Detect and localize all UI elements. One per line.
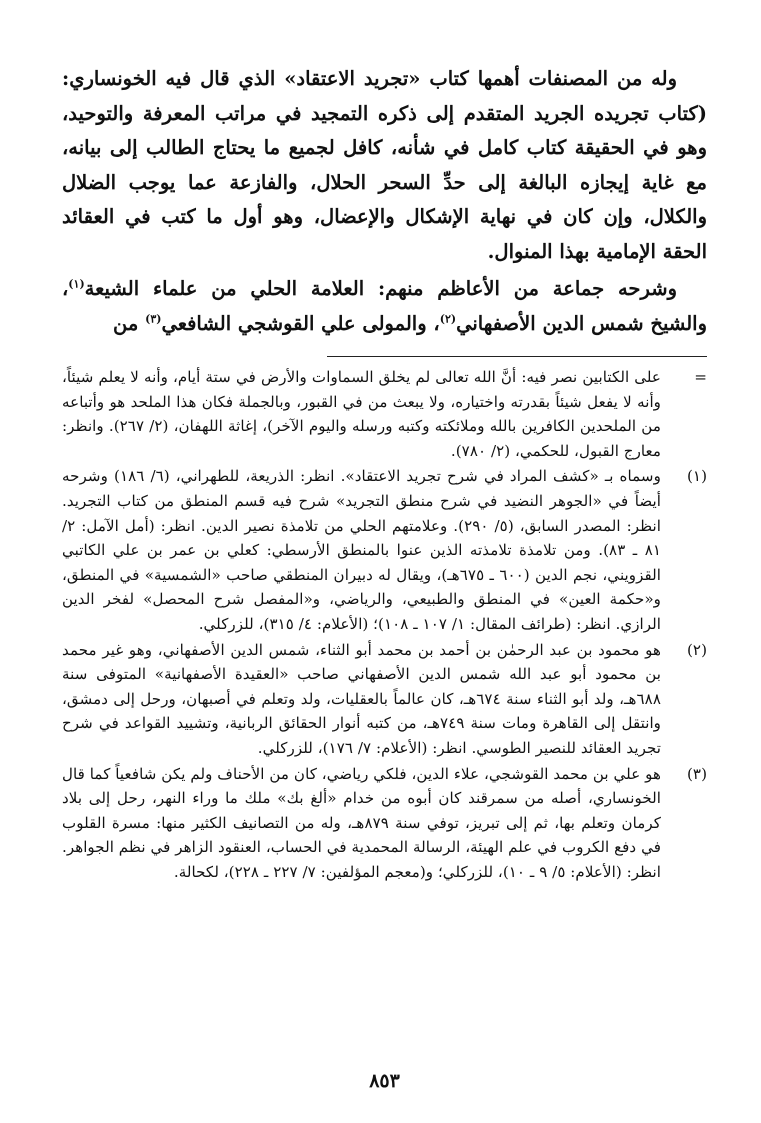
footnote-marker: (١) [686,467,707,486]
paragraph-2-part-a: وشرحه جماعة من الأعاظم منهم: العلامة الحلي من علماء الشيعة [84,277,677,300]
footnote-text: هو محمود بن عبد الرحمٰن بن أحمد بن محمد أبو الثناء، شمس الدين الأصفهاني، وهو غير محمد بن محمود أبو عبد الله شمس الدين الأصفهاني صاحب «العقيدة الأصفهانية» المتوفى سنة ٦٨٨هـ، ولد أبو الثناء سنة ٦٧٤هـ، كان عالماً بالعقليات، ولد وتعلم في أصبهان، ورحل إلى دمشق، وانتقل إلى القاهرة ومات سنة ٧٤٩هـ، من كتبه أنوار الحقائق الربانية، وتشييد القواعد في شرح تجريد العقائد للنصير الطوسي. انظر: (الأعلام: ٧/ ١٧٦)، للزركلي. [62,640,661,757]
footnotes [62,365,707,884]
paragraph-2-part-c: ، والمولى علي القوشجي الشافعي [161,311,440,335]
footnote-divider [327,356,707,357]
footnote-text: هو علي بن محمد القوشجي، علاء الدين، فلكي رياضي، كان من الأحناف ولم يكن شافعياً كما قال الخونساري، أصله من سمرقند كان أبوه من خدام «ألغ بك» ملك ما وراء النهر، رحل إلى بلاد كرمان وتعلم بها، ثم إلى تبريز، توفي سنة ٨٧٩هـ، وله من التصانيف الكثير منها: مسرة القلوب في دفع الكروب في علم الهيئة، الرسالة المحمدية في الحساب، العنقود الزاهر في نظم الجواهر. انظر: (الأعلام: ٥/ ٩ ـ ١٠)، للزركلي؛ و(معجم المؤلفين: ٧/ ٢٢٧ ـ ٢٢٨)، لكحالة. [62,764,661,881]
footnote-marker: (٢) [686,640,707,659]
footnote-3 [62,762,707,885]
page-number: ٨٥٣ [369,1070,400,1092]
footnote-marker: = [694,368,707,386]
paragraph-2-part-b: ، والشيخ شمس الدين الأصفهاني [62,277,707,335]
footnote-continuation [62,365,707,463]
book-page [62,62,707,1092]
footnote-text: وسماه بـ «كشف المراد في شرح تجريد الاعتقاد». انظر: الذريعة، للطهراني، (٦/ ١٨٦) وشرحه أيضاً في «الجوهر النضيد في شرح منطق التجريد» شرح فيه قسم المنطق من كتاب التجريد. انظر: المصدر السابق، (٥/ ٢٩٠). وعلامتهم الحلي من تلامذة نصير الدين. انظر: (أمل الآمل: ٢/ ٨١ ـ ٨٣). ومن تلامذة تلامذته الذين عنوا بالمنطق الأرسطي: كعلي بن عمر بن علي الكاتبي القزويني، نجم الدين (٦٠٠ ـ ٦٧٥هـ)، ويقال له دبيران المنطقي صاحب «الشمسية» في المنطق، و«حكمة العين» في المنطق والطبيعي، والرياضي، و«المفصل شرح المحصل» لفخر الدين الرازي. انظر: (طرائف المقال: ١/ ١٠٧ ـ ١٠٨)؛ (الأعلام: ٤/ ٣١٥)، للزركلي. [62,467,662,633]
footnote-text: على الكتابين نصر فيه: أنَّ الله تعالى لم يخلق السماوات والأرض في ستة أيام، وأنه لا يعلم شيئاً، وأنه لا يفعل شيئاً بقدرته واختياره، ولا يبعث من في القبور، وبالجملة فكان هذا الملحد هو وأتباعه من الملحدين الكافرين بالله وملائكته وكتبه ورسله واليوم الآخر)، إغاثة اللهفان، (٢/ ٢٦٧). وانظر: معارج القبول، للحكمي، (٢/ ٧٨٠). [62,368,661,460]
paragraph-1: وله من المصنفات أهمها كتاب «تجريد الاعتقاد» الذي قال فيه الخونساري: (كتاب تجريده الجريد المتقدم إلى ذكره التمجيد في مراتب المعرفة والتوحيد، وهو في الحقيقة كتاب كامل في شأنه، كافل لجميع ما يحتاج الطالب إلى بيانه، مع غاية إيجازه البالغة إلى حدِّ السحر الحلال، والفازعة عما يوجب الضلال والكلال، وإن كان في نهاية الإشكال والإعضال، وهو أول ما كتب في العقائد الحقة الإمامية بهذا المنوال. [62,67,707,263]
footnote-marker: (٣) [686,764,707,783]
footnote-ref-3: (٣) [145,312,162,325]
footnote-1 [62,464,707,636]
footnote-ref-2: (٢) [439,312,457,325]
footnote-ref-1: (١) [68,277,85,291]
footnote-2 [62,638,707,761]
paragraph-2 [62,272,707,341]
main-text [62,62,707,341]
paragraph-2-part-d: من [113,311,146,335]
